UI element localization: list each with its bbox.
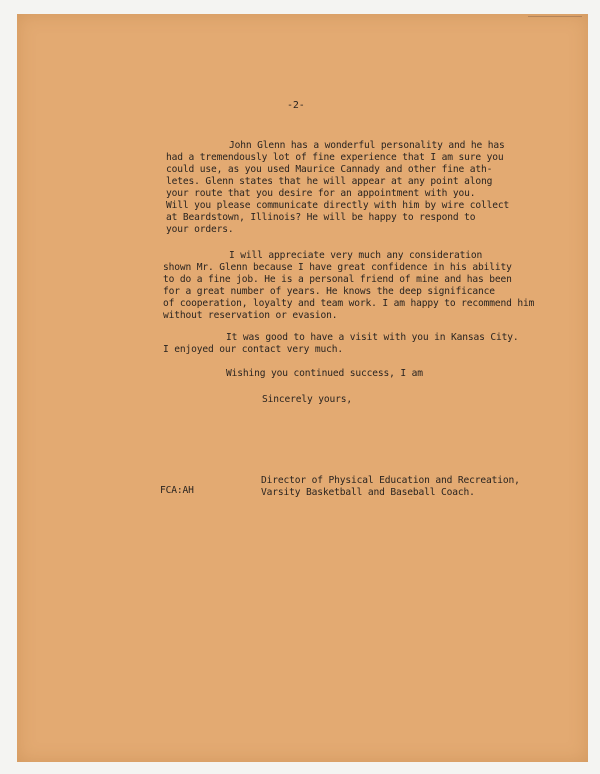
signature-title-line: Varsity Basketball and Baseball Coach.: [261, 487, 475, 498]
paragraph-1-line: at Beardstown, Illinois? He will be happy to respond to: [166, 212, 476, 223]
paragraph-2-line: I will appreciate very much any consideration: [229, 250, 483, 261]
paragraph-2-line: to do a fine job. He is a personal friend of mine and has been: [163, 274, 512, 285]
paragraph-2-line: of cooperation, loyalty and team work. I am happy to recommend him: [163, 298, 535, 309]
paragraph-3-line: I enjoyed our contact very much.: [163, 344, 344, 355]
paragraph-2-line: without reservation or evasion.: [163, 310, 338, 321]
page-number: -2-: [287, 100, 305, 111]
paragraph-2-line: shown Mr. Glenn because I have great confidence in his ability: [163, 262, 512, 273]
closing: Sincerely yours,: [262, 394, 353, 405]
paragraph-1-line: had a tremendously lot of fine experience that I am sure you: [166, 152, 504, 163]
paragraph-1-line: Will you please communicate directly with him by wire collect: [166, 200, 510, 211]
paragraph-4: Wishing you continued success, I am: [226, 368, 423, 379]
letter-page: [17, 14, 588, 762]
corner-mark: [528, 16, 582, 19]
typist-initials: FCA:AH: [160, 485, 194, 496]
paragraph-3-line: It was good to have a visit with you in Kansas City.: [226, 332, 519, 343]
paragraph-1-line: your orders.: [166, 224, 234, 235]
paragraph-1-line: your route that you desire for an appointment with you.: [166, 188, 476, 199]
paragraph-1-line: could use, as you used Maurice Cannady and other fine ath-: [166, 164, 493, 175]
paragraph-1-line: John Glenn has a wonderful personality and he has: [229, 140, 505, 151]
paragraph-2-line: for a great number of years. He knows the deep significance: [163, 286, 495, 297]
signature-title-line: Director of Physical Education and Recreation,: [261, 475, 520, 486]
paragraph-1-line: letes. Glenn states that he will appear at any point along: [166, 176, 493, 187]
